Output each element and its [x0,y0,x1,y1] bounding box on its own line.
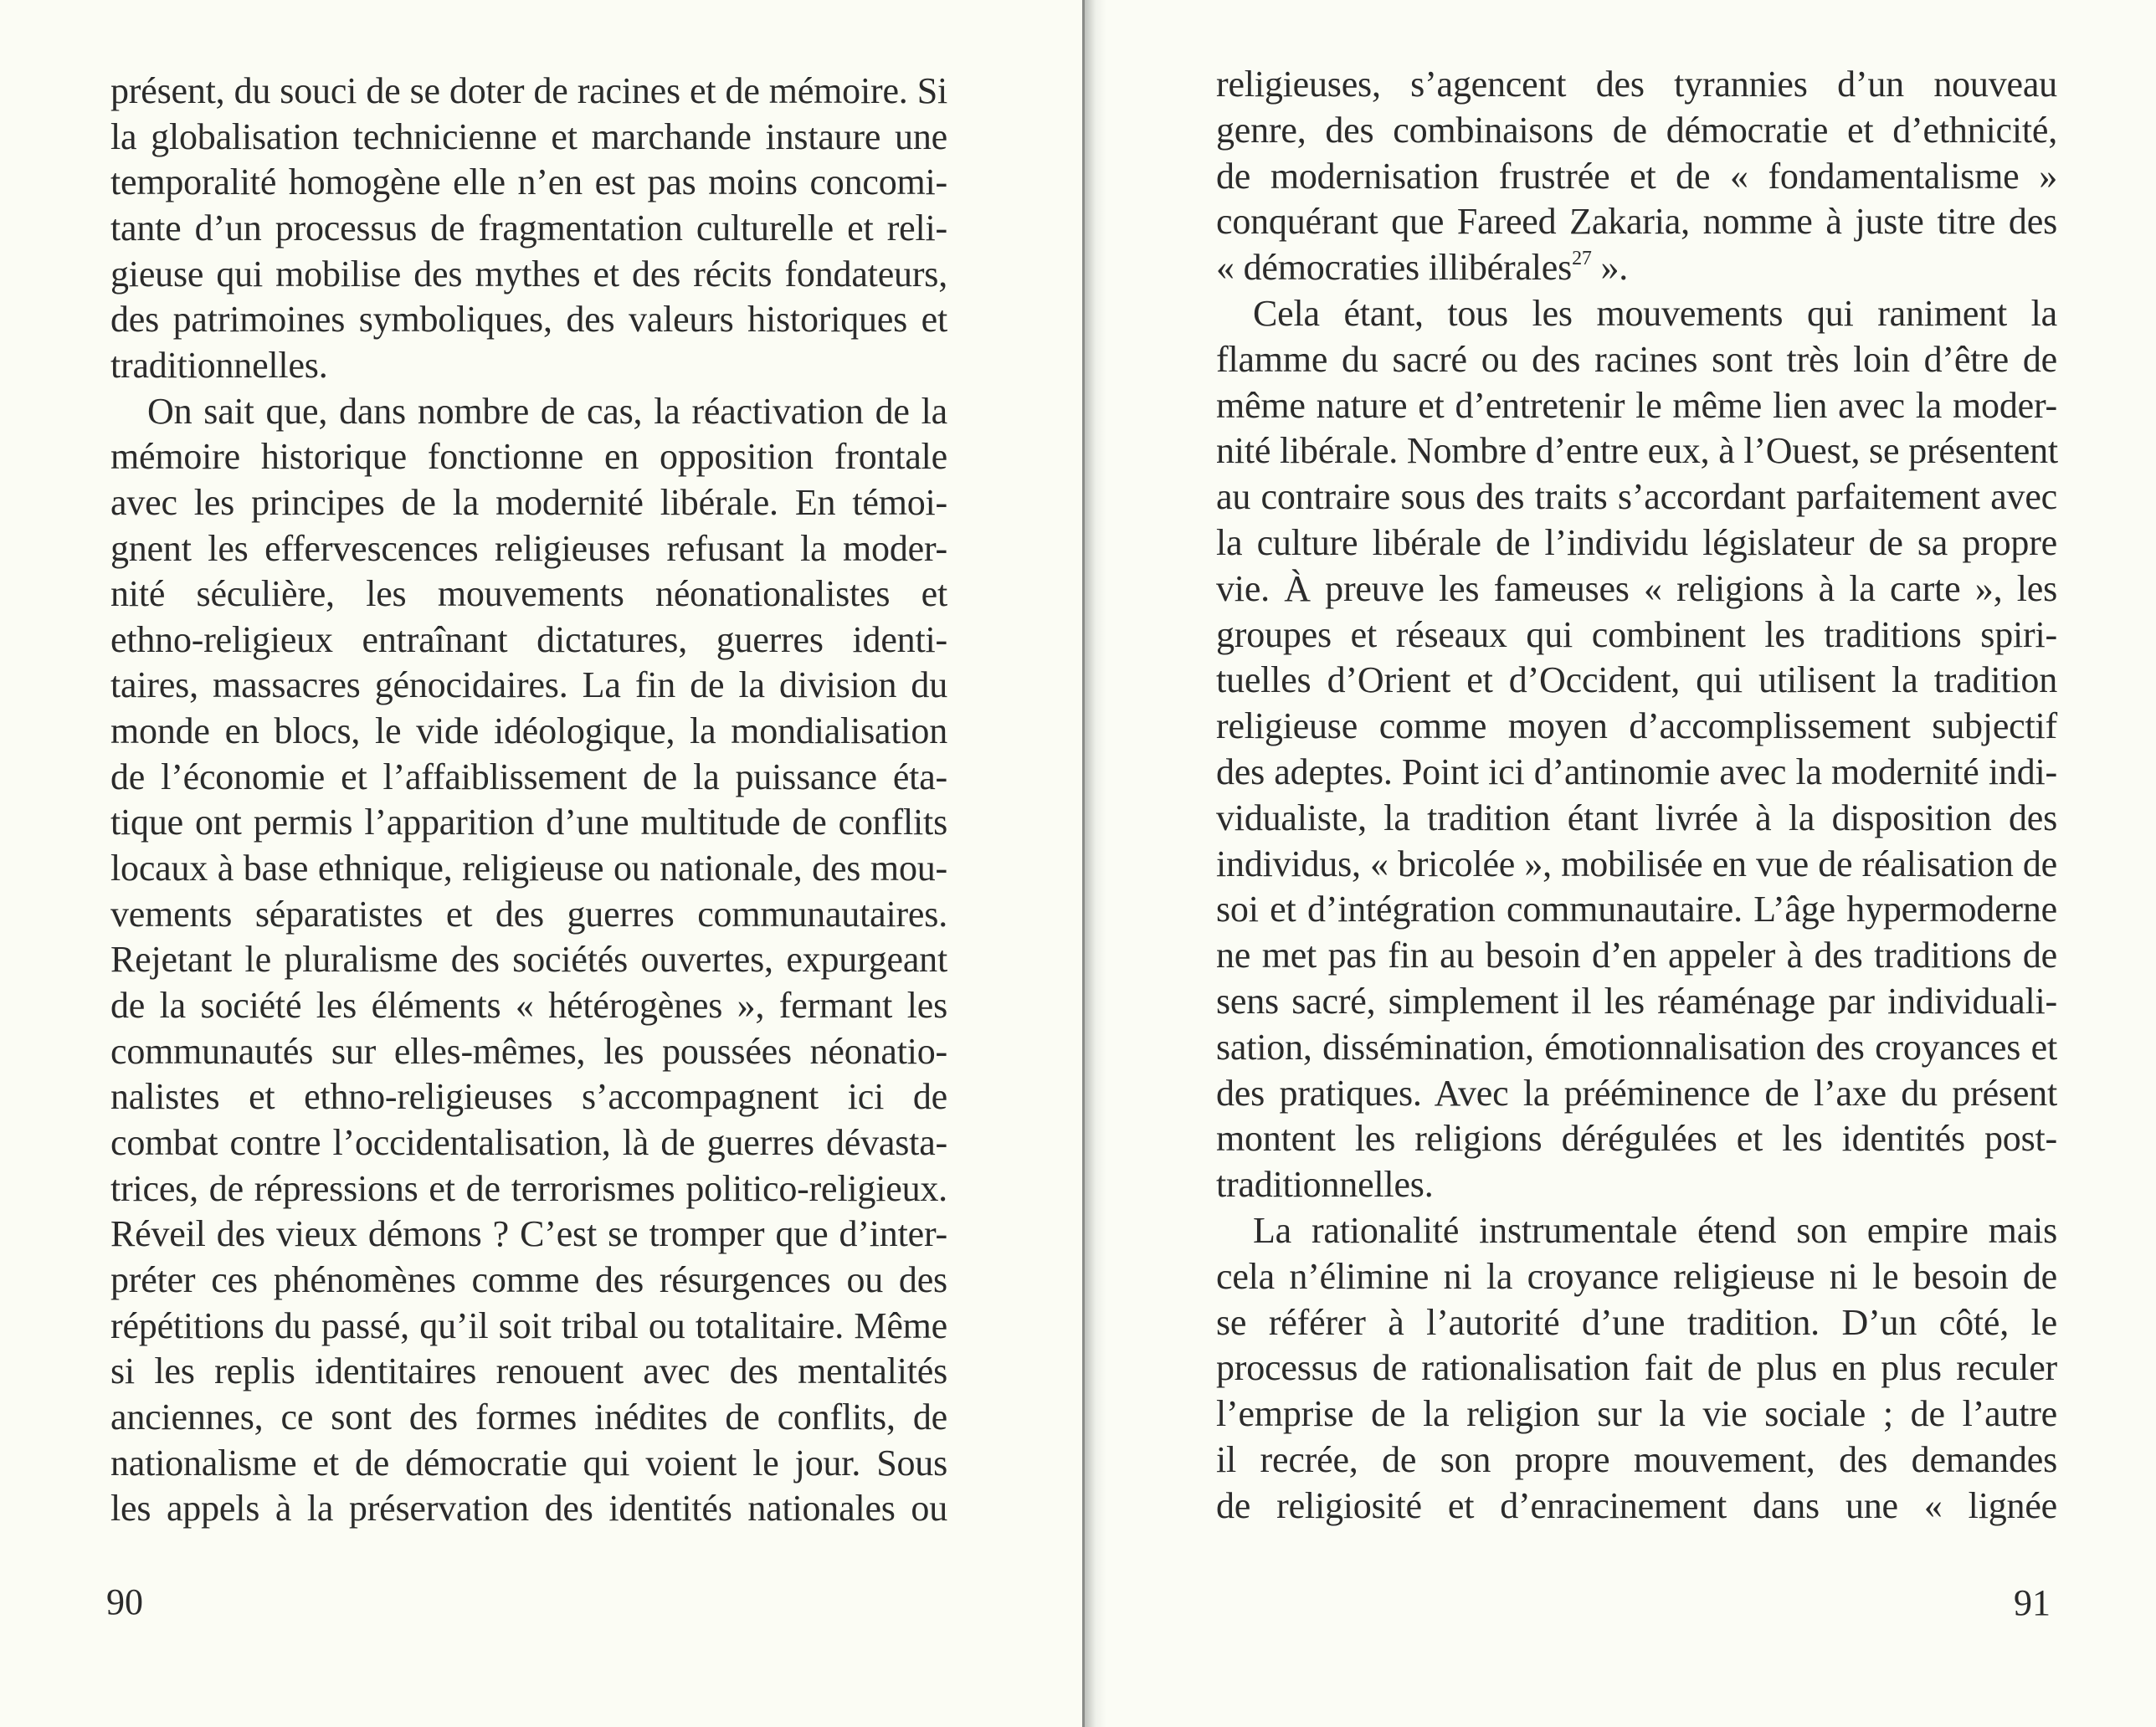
text-line [1216,1162,2057,1208]
text-line [110,1120,947,1166]
line-text: au contraire sous des traits s’accordant parfaitement avec [1216,476,2057,518]
line-text: genre, des combinaisons de démocratie et d’ethnicité, [1216,109,2057,151]
text-line [110,663,947,709]
line-text: traditionnelles. [110,344,328,386]
line-text: cela n’élimine ni la croyance religieuse ni le besoin de [1216,1255,2057,1297]
text-line [110,480,947,526]
text-line [110,252,947,298]
text-line [110,1212,947,1258]
text-line [110,389,947,435]
text-line [110,892,947,938]
text-line [1216,383,2057,429]
line-text: conquérant que Fareed Zakaria, nomme à juste titre des [1216,201,2057,243]
text-line [1216,1391,2057,1437]
line-text: de modernisation frustrée et de « fondamentalisme » [1216,155,2057,197]
line-text: ne met pas fin au besoin d’en appeler à des traditions de [1216,935,2057,976]
text-line [110,206,947,252]
text-line [110,160,947,206]
text-line [110,1029,947,1075]
text-line [1216,704,2057,750]
text-line [110,1258,947,1304]
line-text: vidualiste, la tradition étant livrée à la disposition des [1216,797,2057,838]
text-line [110,618,947,664]
text-line [1216,612,2057,659]
line-text: tante d’un processus de fragmentation culturelle et reli- [110,207,947,249]
text-line [110,1166,947,1212]
line-text: Réveil des vieux démons ? C’est se tromper que d’inter- [110,1213,947,1255]
text-line [1216,428,2057,474]
text-line [110,800,947,846]
text-line [1216,199,2057,245]
text-line [1216,1300,2057,1346]
line-text: religieuse comme moyen d’accomplissement subjectif [1216,705,2057,747]
line-text: répétitions du passé, qu’il soit tribal ou totalitaire. Même [110,1304,947,1346]
text-line [110,526,947,572]
line-text: de l’économie et l’affaiblissement de la puissance éta- [110,756,947,797]
text-line [1216,566,2057,612]
text-line [1216,337,2057,383]
line-text: temporalité homogène elle n’en est pas moins concomi- [110,161,947,203]
line-text: la globalisation technicienne et marchande instaure une [110,115,947,157]
line-text: tuelles d’Orient et d’Occident, qui utilisent la tradition [1216,659,2057,701]
line-text: Rejetant le pluralisme des sociétés ouvertes, expurgeant [110,939,947,981]
line-text: nité libérale. Nombre d’entre eux, à l’Ouest, se présentent [1216,430,2058,472]
text-line [1216,62,2057,108]
text-line [110,297,947,343]
text-line [1216,1071,2057,1117]
text-line [110,1349,947,1395]
line-text: taires, massacres génocidaires. La fin de la division du [110,664,947,706]
text-line [1216,520,2057,566]
line-text: des adeptes. Point ici d’antinomie avec la modernité indi- [1216,751,2057,792]
text-line [110,343,947,389]
line-text: nationalisme et de démocratie qui voient le jour. Sous [110,1442,947,1484]
text-line [1216,1484,2057,1530]
text-line [1216,1025,2057,1071]
text-line [1216,979,2057,1025]
line-text: On sait que, dans nombre de cas, la réactivation de la [147,390,947,432]
text-line [1216,1437,2057,1484]
line-text: l’emprise de la religion sur la vie sociale ; de l’autre [1216,1393,2057,1435]
line-text: processus de rationalisation fait de plus en plus reculer [1216,1347,2057,1389]
text-line [110,755,947,801]
line-text: de religiosité et d’enracinement dans une « lignée [1216,1484,2057,1526]
text-line [1216,842,2057,888]
line-text: Cela étant, tous les mouvements qui raniment la [1253,293,2057,334]
line-text: religieuses, s’agencent des tyrannies d’un nouveau [1216,64,2057,105]
text-line [1216,154,2057,200]
text-line [110,434,947,480]
text-line [110,115,947,161]
line-text: nité séculière, les mouvements néonationalistes et [110,573,947,615]
text-line [110,846,947,892]
line-text: groupes et réseaux qui combinent les traditions spiri- [1216,613,2057,655]
line-text: flamme du sacré ou des racines sont très loin d’être de [1216,338,2057,380]
line-text: anciennes, ce sont des formes inédites de conflits, de [110,1396,947,1437]
line-text: nalistes et ethno-religieuses s’accompagnent ici de [110,1076,947,1118]
line-text: gnent les effervescences religieuses refusant la moder- [110,527,947,569]
text-line [1216,245,2057,291]
line-text: vements séparatistes et des guerres communautaires. [110,893,947,935]
text-line [1216,108,2057,154]
line-text: « démocraties illibérales [1216,247,1573,289]
line-text: trices, de répressions et de terrorismes politico-religieux. [110,1167,947,1209]
text-line [1216,887,2057,933]
line-text: présent, du souci de se doter de racines et de mémoire. Si [110,70,947,111]
line-text: si les replis identitaires renouent avec des mentalités [110,1350,947,1392]
line-text: sation, dissémination, émotionnalisation des croyances et [1216,1026,2057,1068]
line-text: mémoire historique fonctionne en opposition frontale [110,436,947,478]
footnote-reference: 27 [1572,248,1592,270]
text-line [110,937,947,983]
text-line [1216,1345,2057,1391]
text-line [1216,474,2057,520]
line-text: monde en blocs, le vide idéologique, la mondialisation [110,710,947,752]
line-text: gieuse qui mobilise des mythes et des récits fondateurs, [110,253,947,295]
text-line [110,1486,947,1532]
text-line [110,1395,947,1441]
text-line [110,709,947,755]
page-number-right: 91 [2014,1582,2051,1623]
text-line [1216,750,2057,796]
line-text-tail: ». [1591,247,1629,289]
text-line [110,1304,947,1350]
line-text: montent les religions dérégulées et les identités post- [1216,1118,2057,1160]
page-number-left: 90 [106,1581,143,1622]
text-line [1216,1116,2057,1162]
line-text: préter ces phénomènes comme des résurgences ou des [110,1258,947,1300]
gutter-shadow [1085,0,1106,1727]
text-line [1216,291,2057,337]
line-text: même nature et d’entretenir le même lien avec la moder- [1216,384,2057,426]
text-line [1216,658,2057,704]
text-line [110,571,947,618]
line-text: les appels à la préservation des identités nationales ou [110,1488,947,1530]
line-text: sens sacré, simplement il les réaménage par individuali- [1216,981,2057,1022]
line-text: avec les principes de la modernité libérale. En témoi- [110,481,947,523]
text-line [1216,933,2057,979]
text-line [1216,796,2057,842]
line-text: communautés sur elles-mêmes, les poussées néonatio- [110,1030,947,1072]
line-text: la culture libérale de l’individu législateur de sa propre [1216,522,2057,563]
line-text: individus, « bricolée », mobilisée en vue de réalisation de [1216,843,2057,884]
line-text: de la société les éléments « hétérogènes », fermant les [110,985,947,1026]
line-text: des pratiques. Avec la prééminence de l’axe du présent [1216,1072,2057,1114]
text-line [110,1441,947,1487]
text-line [110,69,947,115]
line-text: locaux à base ethnique, religieuse ou nationale, des mou- [110,848,947,889]
line-text: tique ont permis l’apparition d’une multitude de conflits [110,802,947,843]
line-text: ethno-religieux entraînant dictatures, guerres identi- [110,618,947,660]
line-text: combat contre l’occidentalisation, là de guerres dévasta- [110,1121,947,1163]
text-line [110,1074,947,1120]
line-text: La rationalité instrumentale étend son empire mais [1253,1210,2057,1251]
text-line [110,983,947,1029]
line-text: soi et d’intégration communautaire. L’âge hypermoderne [1216,889,2057,930]
text-line [1216,1208,2057,1254]
line-text: traditionnelles. [1216,1164,1434,1206]
line-text: il recrée, de son propre mouvement, des demandes [1216,1439,2057,1480]
line-text: vie. À preuve les fameuses « religions à la carte », les [1216,567,2057,609]
line-text: des patrimoines symboliques, des valeurs historiques et [110,299,947,341]
line-text: se référer à l’autorité d’une tradition. D’un côté, le [1216,1301,2057,1343]
text-line [1216,1254,2057,1300]
